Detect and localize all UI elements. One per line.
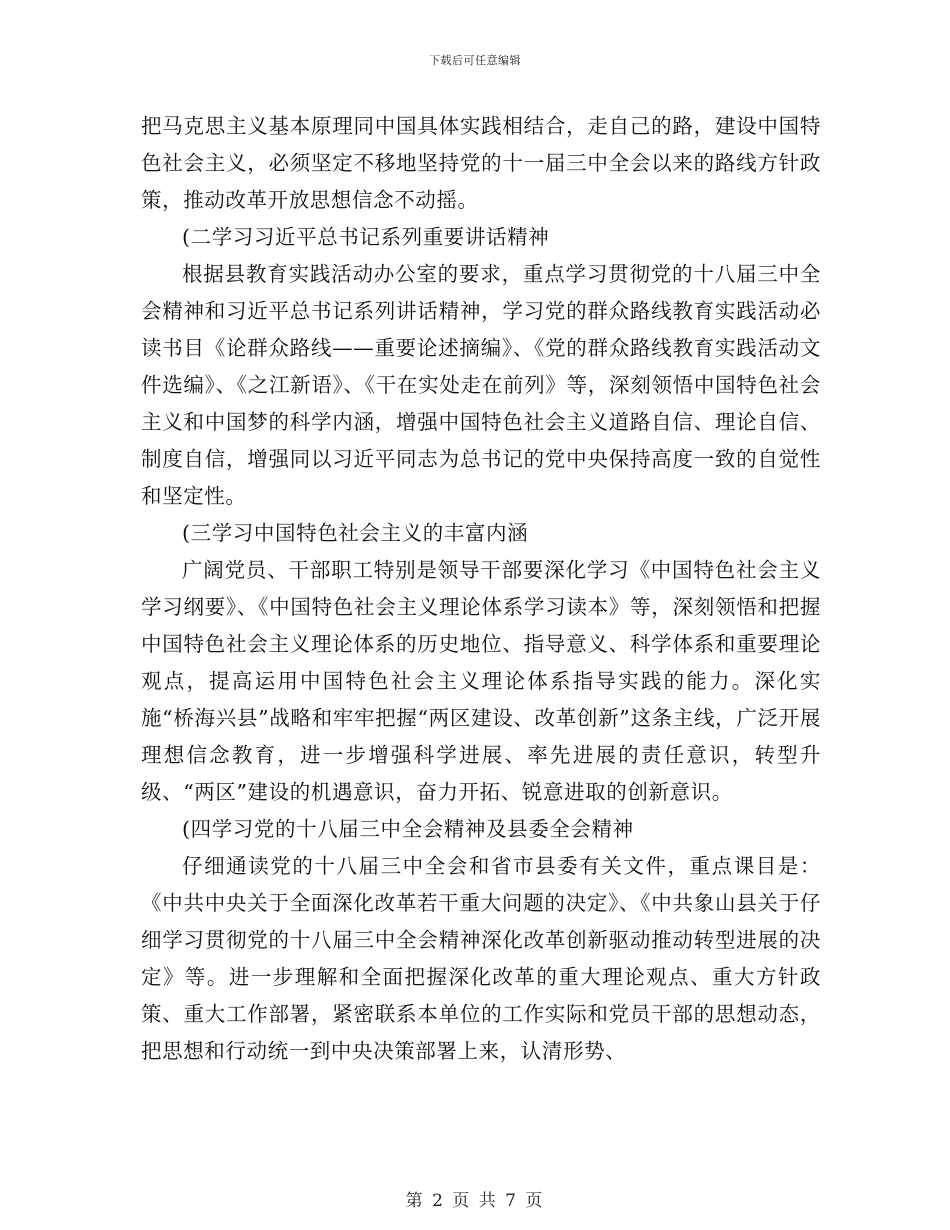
page-number-footer: 第 2 页 共 7 页 bbox=[405, 1191, 545, 1211]
page-header: 下载后可任意编辑 bbox=[429, 54, 521, 67]
document-body bbox=[141, 108, 821, 1070]
paragraph-section-3: 广阔党员、干部职工特别是领导干部要深化学习《中国特色社会主义学习纲要》、《中国特色社会主义理论体系学习读本》等，深刻领悟和把握中国特色社会主义理论体系的历史地位、指导意义、科学体系和重要理论观点，提高运用中国特色社会主义理论体系指导实践的能力。深化实施“桥海兴县”战略和牢牢把握“两区建设、改革创新”这条主线，广泛开展理想信念教育，进一步增强科学进展、率先进展的责任意识，转型升级、“两区”建设的机遇意识，奋力开拓、锐意进取的创新意识。 bbox=[141, 558, 821, 804]
section-heading-2: (二学习习近平总书记系列重要讲话精神 bbox=[182, 225, 550, 249]
paragraph-section-2: 根据县教育实践活动办公室的要求，重点学习贯彻党的十八届三中全会精神和习近平总书记系列讲话精神，学习党的群众路线教育实践活动必读书目《论群众路线——重要论述摘编》、《党的群众路线教育实践活动文件选编》、《之江新语》、《干在实处走在前列》等，深刻领悟中国特色社会主义和中国梦的科学内涵，增强中国特色社会主义道路自信、理论自信、制度自信，增强同以习近平同志为总书记的党中央保持高度一致的自觉性和坚定性。 bbox=[141, 262, 821, 508]
paragraph-intro: 把马克思主义基本原理同中国具体实践相结合，走自己的路，建设中国特色社会主义，必须坚定不移地坚持党的十一届三中全会以来的路线方针政策，推动改革开放思想信念不动摇。 bbox=[141, 114, 821, 212]
section-heading-4: (四学习党的十八届三中全会精神及县委全会精神 bbox=[182, 817, 634, 841]
paragraph-section-4: 仔细通读党的十八届三中全会和省市县委有关文件，重点课目是：《中共中央关于全面深化改革若干重大问题的决定》、《中共象山县关于仔细学习贯彻党的十八届三中全会精神深化改革创新驱动推动转型进展的决定》等。进一步理解和全面把握深化改革的重大理论观点、重大方针政策、重大工作部署，紧密联系本单位的工作实际和党员干部的思想动态，把思想和行动统一到中央决策部署上来，认清形势、 bbox=[141, 854, 821, 1063]
section-heading-3: (三学习中国特色社会主义的丰富内涵 bbox=[182, 521, 529, 545]
